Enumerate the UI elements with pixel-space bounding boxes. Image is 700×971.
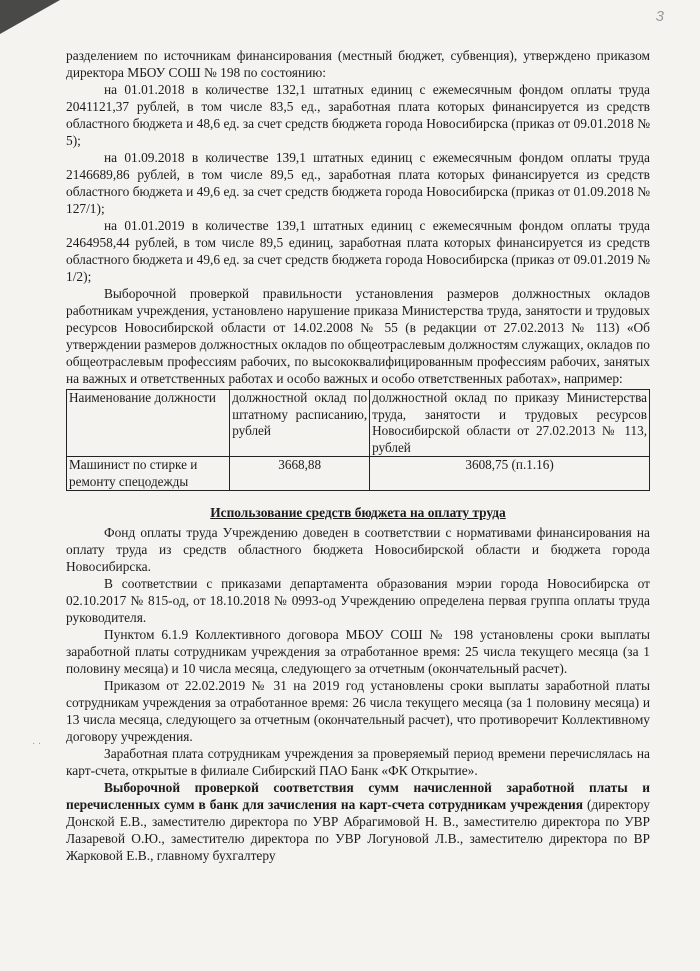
bold-lead-text: Выборочной проверкой соответствия сумм начисленной заработной платы и перечисленных сумм в банк для зачисления на карт-счета сотрудникам учреждения [66, 780, 650, 812]
salary-comparison-table [66, 389, 650, 491]
paragraph: Фонд оплаты труда Учреждению доведен в соответствии с нормативами финансирования на оплату труда из средств областного бюджета Новосибирской области и бюджета города Новосибирска. [66, 525, 650, 574]
paragraph: разделением по источникам финансирования (местный бюджет, субвенция), утверждено приказом директора МБОУ СОШ № 198 по состоянию: [66, 48, 650, 80]
table-header-cell: Наименование должности [67, 390, 230, 457]
table-header-cell: должностной оклад по штатному расписанию, рублей [230, 390, 370, 457]
table-header-cell: должностной оклад по приказу Министерства труда, занятости и трудовых ресурсов Новосибирской области от 27.02.2013 № 113, рублей [370, 390, 650, 457]
paragraph: Выборочной проверкой правильности установления размеров должностных окладов работникам учреждения, установлено нарушение приказа Министерства труда, занятости и трудовых ресурсов Новосибирской области от 14.02.2008 № 55 (в редакции от 27.02.2013 № 113) «Об утверждении размеров должностных окладов по общеотраслевым должностям служащих, окладов по общеотраслевым профессиям рабочих, по высококвалифицированным профессиям рабочих, занятых на важных и ответственных работах и особо важных и особо ответственных работах», например: [66, 286, 650, 386]
margin-scribble: · · [32, 739, 42, 750]
table-cell: Машинист по стирке и ремонту спецодежды [67, 457, 230, 491]
table-header-row [67, 390, 650, 457]
paragraph: на 01.09.2018 в количестве 139,1 штатных единиц с ежемесячным фондом оплаты труда 2146689,86 рублей, в том числе 89,5 ед., заработная плата которых финансируется из средств областного бюджета и 49,6 ед. за счет средств бюджета города Новосибирска (приказ от 01.09.2018 № 127/1); [66, 150, 650, 216]
paragraph: Заработная плата сотрудникам учреждения за проверяемый период времени перечислялась на карт-счета, открытые в филиале Сибирский ПАО Банк «ФК Открытие». [66, 746, 650, 778]
table-cell: 3668,88 [230, 457, 370, 491]
table-row [67, 457, 650, 491]
paragraph-continuation: (директору Донской Е.В., заместителю директора по УВР Абрагимовой Н. В., заместителю директора по УВР Лазаревой О.Ю., заместителю директора по УВР Логуновой Л.В., заместителю директора по ВР Жарковой Е.В., главному бухгалтеру [66, 797, 650, 863]
table-cell: 3608,75 (п.1.16) [370, 457, 650, 491]
paragraph: Пунктом 6.1.9 Коллективного договора МБОУ СОШ № 198 установлены сроки выплаты заработной платы сотрудникам учреждения за отработанное время: 25 числа текущего месяца (за 1 половину месяца) и 10 числа месяца, следующего за отчетным (окончательный расчет). [66, 627, 650, 676]
section-heading: Использование средств бюджета на оплату труда [210, 505, 506, 520]
paragraph: на 01.01.2019 в количестве 139,1 штатных единиц с ежемесячным фондом оплаты труда 2464958,44 рублей, в том числе 89,5 единиц, заработная плата которых финансируется из средств областного бюджета и 49,6 ед. за счет средств бюджета города Новосибирска (приказ от 09.01.2019 № 1/2); [66, 218, 650, 284]
paragraph [66, 779, 650, 864]
paragraph: В соответствии с приказами департамента образования мэрии города Новосибирска от 02.10.2017 № 815-од, от 18.10.2018 № 0993-од Учреждению определена первая группа оплаты труда руководителя. [66, 576, 650, 625]
page-number: 3 [655, 8, 664, 25]
paragraph: Приказом от 22.02.2019 № 31 на 2019 год установлены сроки выплаты заработной платы сотрудникам учреждения за отработанное время: 26 числа текущего месяца (за 1 половину месяца) и 13 числа месяца, следующего за отчетным (окончательный расчет), что противоречит Коллективному договору учреждения. [66, 678, 650, 744]
document-body [66, 47, 650, 864]
scan-corner-shadow [0, 0, 60, 34]
paragraph: на 01.01.2018 в количестве 132,1 штатных единиц с ежемесячным фондом оплаты труда 2041121,37 рублей, в том числе 83,5 ед., заработная плата которых финансируется из средств областного бюджета и 48,6 ед. за счет средств бюджета города Новосибирска (приказ от 09.01.2018 № 5); [66, 82, 650, 148]
